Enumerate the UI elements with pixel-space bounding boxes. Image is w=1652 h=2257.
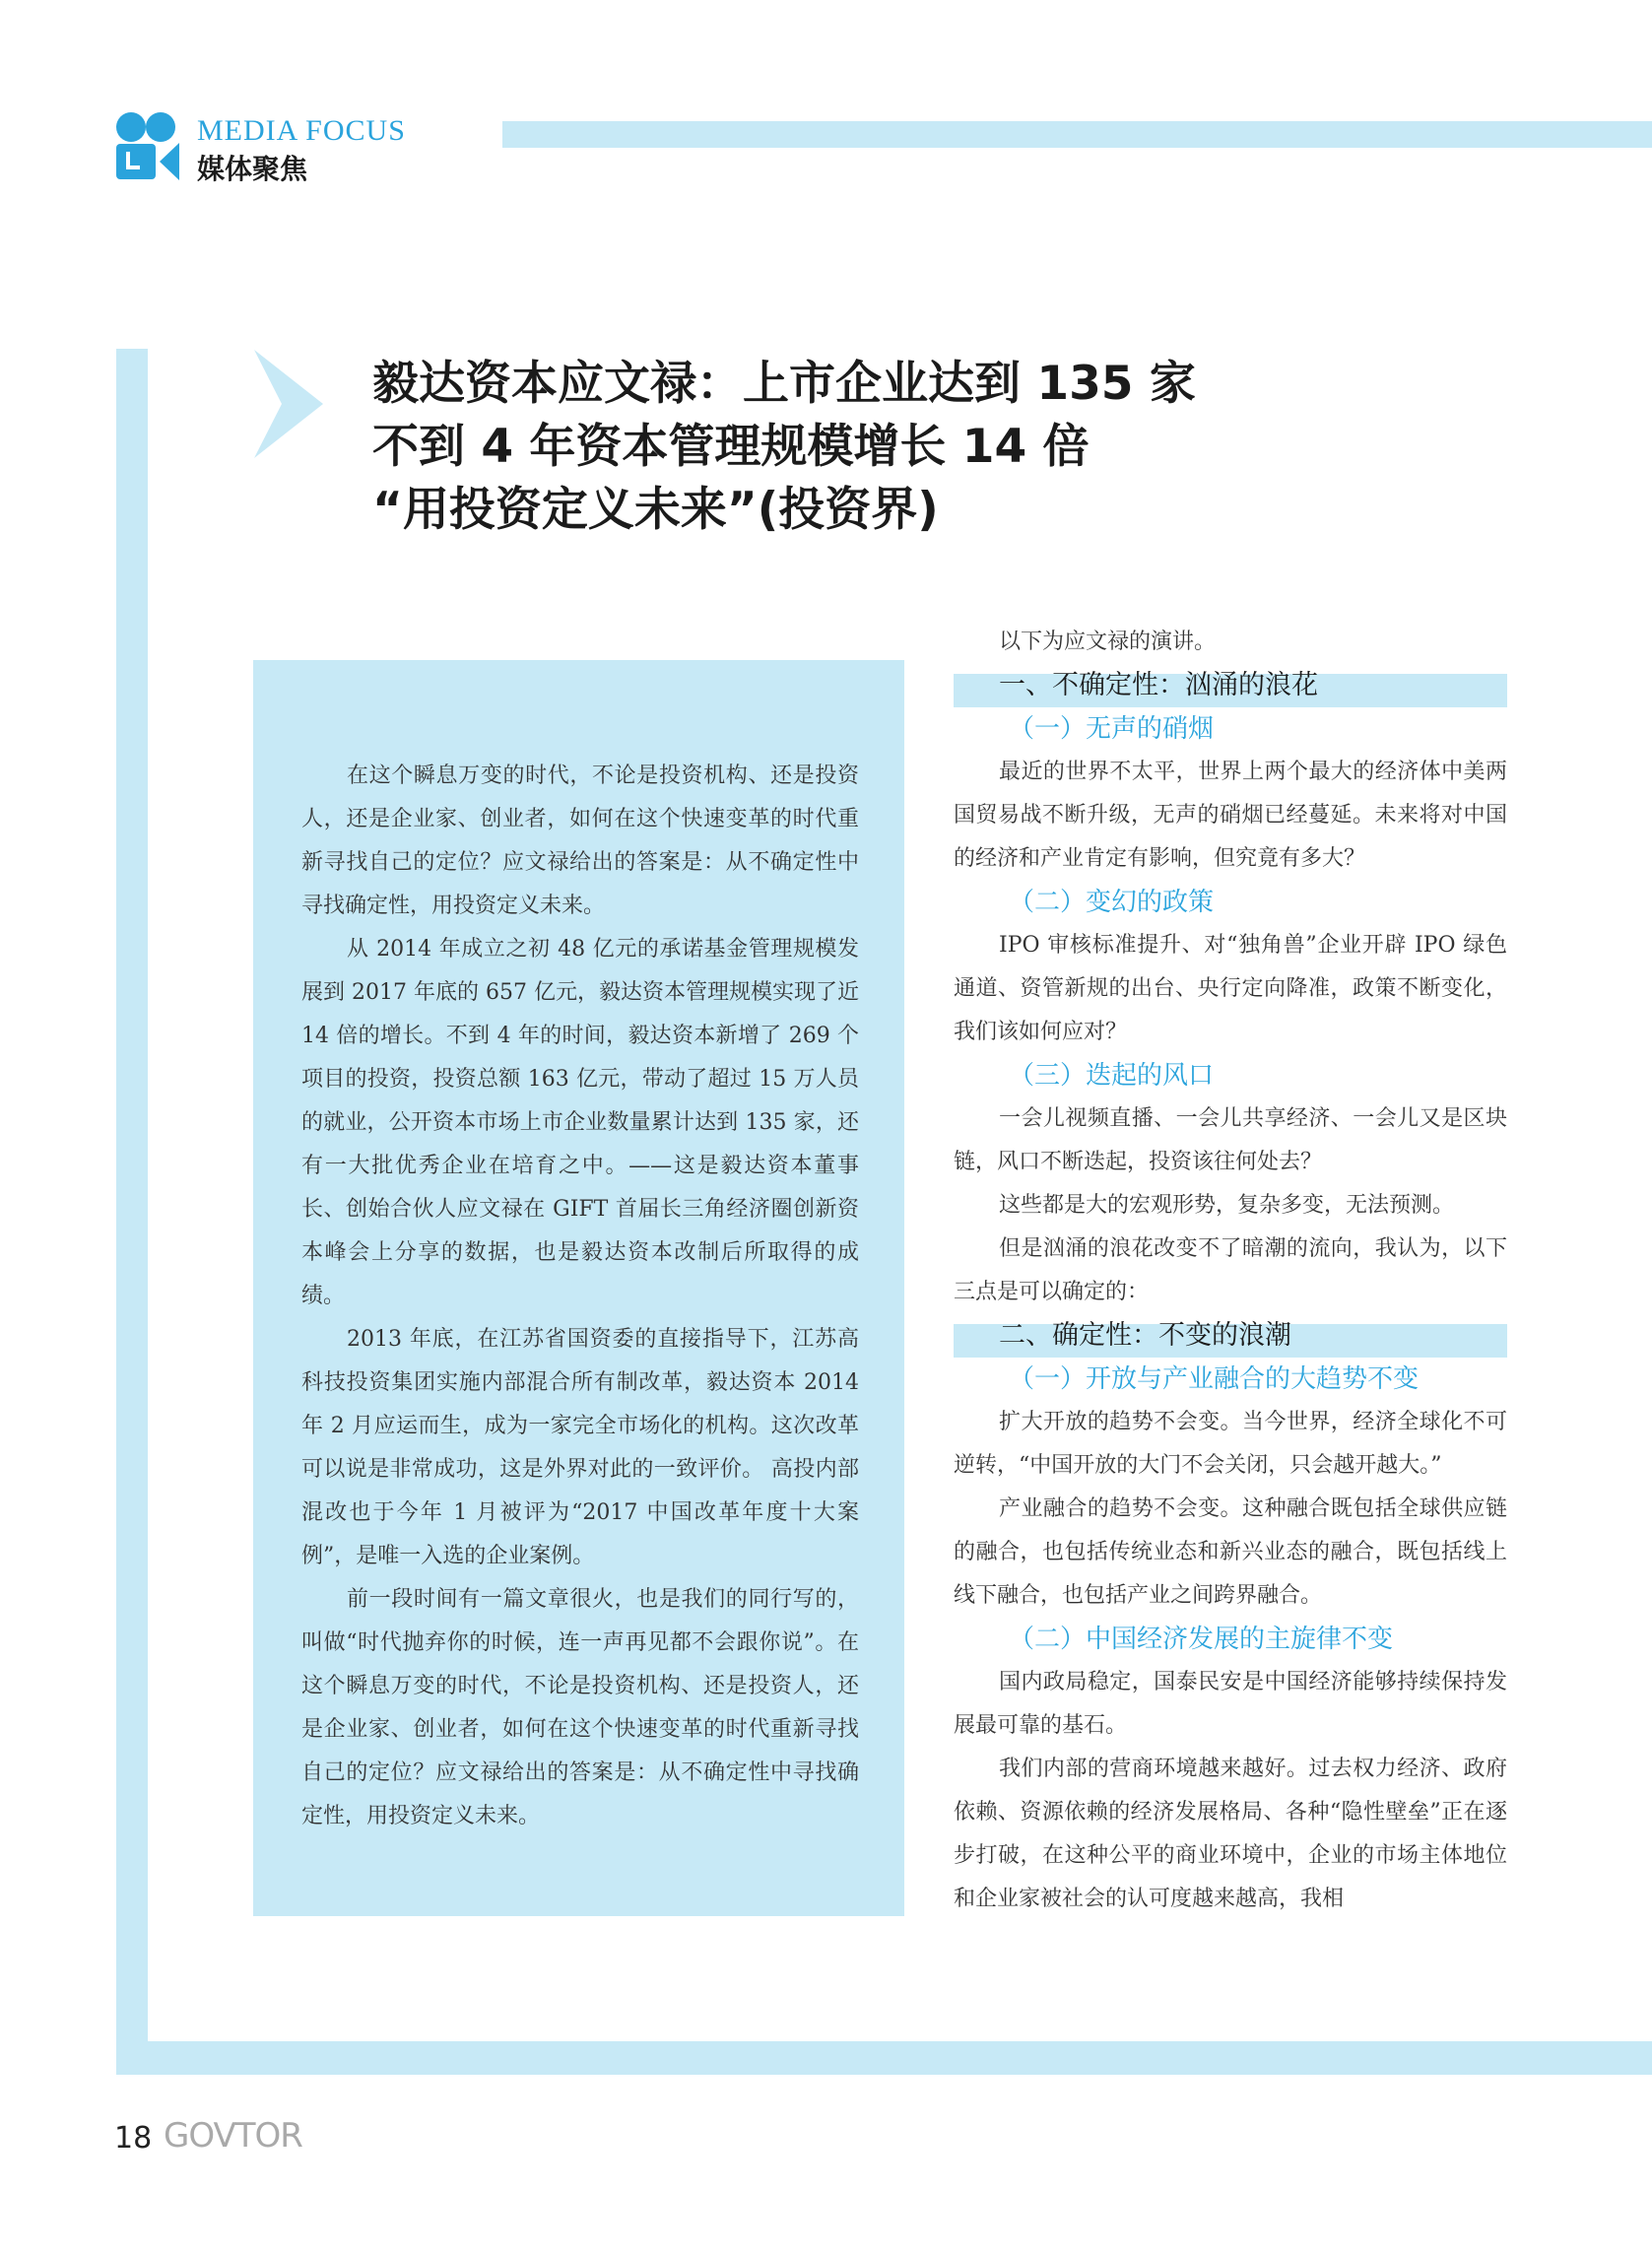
body-paragraph: 扩大开放的趋势不会变。当今世界，经济全球化不可逆转，“中国开放的大门不会关闭，只会越开越大。”: [954, 1410, 1507, 1478]
subheading: （三）迭起的风口: [1009, 1061, 1215, 1091]
section-heading-1-text: 一、不确定性：汹涌的浪花: [999, 670, 1318, 700]
article-title: [372, 353, 1357, 542]
summary-paragraph: 在这个瞬息万变的时代，不论是投资机构、还是投资人，还是企业家、创业者，如何在这个快速变革的时代重新寻找自己的定位？应文禄给出的答案是：从不确定性中寻找确定性，用投资定义未来。: [301, 763, 859, 918]
frame-left-bar: [116, 349, 148, 2075]
brand-logo: GOVTOR: [164, 2116, 302, 2156]
body-paragraph: 国内政局稳定，国泰民安是中国经济能够持续保持发展最可靠的基石。: [954, 1670, 1507, 1738]
summary-box: [253, 660, 904, 1916]
summary-paragraph: 从 2014 年成立之初 48 亿元的承诺基金管理规模发展到 2017 年底的 657 亿元，毅达资本管理规模实现了近 14 倍的增长。不到 4 年的时间，毅达资本新增了 269 个项目的投资，投资总额 163 亿元，带动了超过 15 万人员的就业，公开资本市场上市企业数量累计达到 135 家，还有一大批优秀企业在培育之中。——这是毅达资本董事长、创始合伙人应文禄在 GIFT 首届长三角经济圈创新资本峰会上分享的数据，也是毅达资本改制后所取得的成绩。: [301, 937, 859, 1308]
title-line-1: 毅达资本应文禄：上市企业达到 135 家: [372, 357, 1196, 411]
camera-lens-icon: [160, 143, 179, 180]
body-paragraph: 产业融合的趋势不会变。这种融合既包括全球供应链的融合，也包括传统业态和新兴业态的融合，既包括线上线下融合，也包括产业之间跨界融合。: [954, 1496, 1507, 1608]
section-heading-2: [954, 1314, 1507, 1358]
summary-paragraph: 2013 年底，在江苏省国资委的直接指导下，江苏高科技投资集团实施内部混合所有制改革，毅达资本 2014 年 2 月应运而生，成为一家完全市场化的机构。这次改革可以说是非常成功，这是外界对此的一致评价。 高投内部混改也于今年 1 月被评为“2017 中国改革年度十大案例”，是唯一入选的企业案例。: [301, 1327, 859, 1568]
title-arrow-icon: [254, 350, 323, 458]
section-heading-1: [954, 664, 1507, 707]
title-line-2: 不到 4 年资本管理规模增长 14 倍: [372, 420, 1090, 474]
subheading: （二）变幻的政策: [1009, 888, 1215, 917]
body-paragraph: 这些都是大的宏观形势，复杂多变，无法预测。: [999, 1193, 1455, 1218]
body-paragraph: 最近的世界不太平，世界上两个最大的经济体中美两国贸易战不断升级，无声的硝烟已经蔓延。未来将对中国的经济和产业肯定有影响，但究竟有多大？: [954, 760, 1507, 871]
body-paragraph: 我们内部的营商环境越来越好。过去权力经济、政府依赖、资源依赖的经济发展格局、各种“隐性壁垒”正在逐步打破，在这种公平的商业环境中，企业的市场主体地位和企业家被社会的认可度越来越高，我相: [954, 1757, 1507, 1911]
subheading: （一）开放与产业融合的大趋势不变: [1009, 1364, 1420, 1394]
header-bar: [502, 121, 1652, 148]
frame-bottom-bar: [116, 2041, 1652, 2075]
body-column: [954, 621, 1507, 1921]
camera-icon: [116, 144, 156, 179]
section-label-cn: 媒体聚焦: [197, 153, 308, 185]
logo-dot-left: [116, 112, 146, 142]
page-number: 18: [114, 2121, 153, 2156]
logo-dot-right: [146, 112, 175, 142]
title-line-3: “用投资定义未来”(投资界): [372, 483, 939, 537]
body-paragraph: IPO 审核标准提升、对“独角兽”企业开辟 IPO 绿色通道、资管新规的出台、央行定向降准，政策不断变化，我们该如何应对？: [954, 933, 1507, 1044]
body-paragraph: 但是汹涌的浪花改变不了暗潮的流向，我认为，以下三点是可以确定的：: [954, 1236, 1507, 1304]
summary-text: [301, 755, 859, 1838]
subheading: （二）中国经济发展的主旋律不变: [1009, 1625, 1394, 1654]
subheading: （一）无声的硝烟: [1009, 714, 1215, 744]
body-paragraph: 一会儿视频直播、一会儿共享经济、一会儿又是区块链，风口不断迭起，投资该往何处去？: [954, 1106, 1507, 1174]
section-heading-2-text: 二、确定性：不变的浪潮: [999, 1320, 1291, 1351]
intro-text: 以下为应文禄的演讲。: [999, 630, 1217, 654]
section-label-en: MEDIA FOCUS: [197, 114, 406, 147]
summary-paragraph: 前一段时间有一篇文章很火，也是我们的同行写的，叫做“时代抛弃你的时候，连一声再见都不会跟你说”。在这个瞬息万变的时代，不论是投资机构、还是投资人，还是企业家、创业者，如何在这个快速变革的时代重新寻找自己的定位？应文禄给出的答案是：从不确定性中寻找确定性，用投资定义未来。: [301, 1587, 859, 1828]
